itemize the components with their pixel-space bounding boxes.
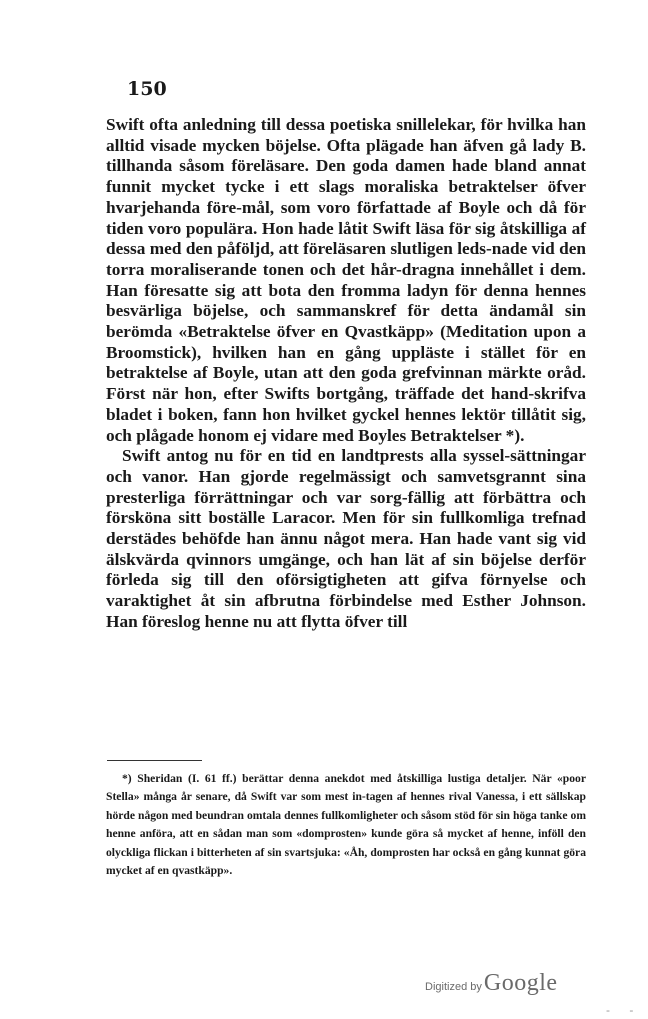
main-text: [106, 115, 586, 633]
paragraph-1: Swift ofta anledning till dessa poetiska snillelekar, för hvilka han alltid visade mycken böjelse. Ofta plägade han äfven gå lady B. tillhanda såsom föreläsare. Den goda damen hade bland annat funnit mycket tycke i ett slags moraliska betraktelser öfver hvarjehanda före-mål, som voro författade af Boyle och då för tiden voro populära. Hon hade låtit Swift läsa för sig åtskilliga af dessa med den påföljd, att föreläsaren slutligen leds-nade vid den torra moraliserande tonen och det hår-dragna innehållet i dem. Han föresatte sig att bota den fromma ladyn för denna hennes besvärliga böjelse, och sammanskref för detta ändamål sin berömda «Betraktelse öfver en Qvastkäpp» (Meditation upon a Broomstick), hvilken han en gång uppläste i stället för en betraktelse af Boyle, utan att den goda grefvinnan märkte oråd. Först när hon, efter Swifts bortgång, träffade det hand-skrifva bladet i boken, fann hon hvilket gyckel hennes lektör tillåtit sig, och plågade honom ej vidare med Boyles Betraktelser *).: [106, 115, 586, 445]
watermark-prefix: Digitized by: [425, 981, 482, 993]
google-logo: Google: [483, 970, 558, 996]
footnote: *) Sheridan (I. 61 ff.) berättar denna anekdot med åtskilliga lustiga detaljer. När «poor Stella» många år senare, då Swift var som mest in-tagen af hennes rival Vanessa, i ett sällskap hörde någon med beundran omtala dennes fullkomligheter och såsom stöd för sin höga tanke om henne anföra, att en sådan man som «domprosten» kunde göra så mycket af henne, inföll den olyckliga flickan i bitterheten af sin svartsjuka: «Åh, domprosten har också en gång kunnat göra mycket af en qvastkäpp».: [106, 772, 586, 878]
paragraph-2: Swift antog nu för en tid en landtprests alla syssel-sättningar och vanor. Han gjorde regelmässigt och samvetsgrannt sina presterliga förrättningar och var sorg-fällig att förbättra och försköna sitt boställe Laracor. Men för sin fullkomliga trefnad derstädes behöfde han ännu något mera. Han hade vant sig vid älskvärda qvinnors umgänge, och han lät af sin böjelse derför förleda sig till den oförsigtigheten att gifva förnyelse och varaktighet åt sin afbrutna förbindelse med Esther Johnson. Han föreslog henne nu att flytta öfver till: [106, 446, 586, 631]
scan-edge-marks: - -: [606, 1003, 642, 1017]
digitized-by-watermark: [425, 970, 558, 997]
footnote-divider: [107, 760, 202, 761]
page-number: 150: [127, 78, 167, 100]
